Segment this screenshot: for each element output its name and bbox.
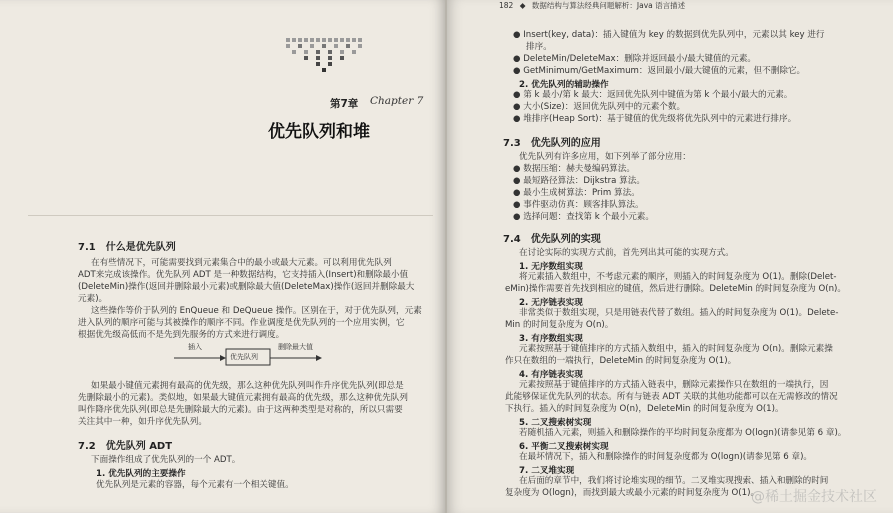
s72-sub1-text: 优先队列是元素的容器，每个元素有一个相关键值。 [96,480,294,490]
bullet-text: 数据压缩：赫夫曼编码算法。 [523,164,635,174]
diagram-insert-label: 插入 [188,343,202,351]
impl-heading: 2. 无序链表实现 [519,298,583,308]
impl-heading: 3. 有序数组实现 [519,334,583,344]
bullet-text: 最短路径算法：Dijkstra 算法。 [523,176,645,186]
s71-p2-line: 进入队列的顺序可能与其被操作的顺序不同。作业调度是优先队列的一个应用实例，它 [78,318,405,328]
bullet-text: 事件驱动仿真：顾客排队算法。 [523,200,644,210]
impl-text-line: 元素按照基于键值排序的方式插入数组中，插入的时间复杂度为 O(n)。删除元素操 [519,344,833,354]
bullet-text: 堆排序(Heap Sort)：基于键值的优先级将优先队列中的元素进行排序。 [523,114,797,124]
s71-p2-line: 根据优先级高低而不是先到先服务的方式来进行调度。 [78,330,285,340]
priority-queue-diagram [172,342,322,366]
s71-p2-line: 这些操作等价于队列的 EnQueue 和 DeQueue 操作。区别在于，对于优先队列，元素 [91,306,422,316]
impl-text-line: eMin)操作需要首先找到相应的键值，然后进行删除。DeleteMin 的时间复杂度为 O(n)。 [505,284,846,294]
s71-p3-line: 如果最小键值元素拥有最高的优先级，那么这种优先队列叫作升序优先队列(即总是 [91,381,404,391]
impl-text-line: Min 的时间复杂度为 O(n)。 [505,320,614,330]
chapter-title: 优先队列和堆 [268,122,370,142]
chapter-script-label: Chapter 7 [370,95,424,107]
s71-p1-line: (DeleteMin)操作(返回并删除最小元素)或删除最大值(DeleteMax)操作(返回并删除最大 [78,282,415,292]
impl-text-line: 若随机插入元素，则插入和删除操作的平均时间复杂度都为 O(logn)(请参见第 6 章)。 [519,428,847,438]
section-7-1-heading: 7.1 什么是优先队列 [78,242,176,253]
impl-text-line: 在最坏情况下，插入和删除操作的时间复杂度都为 O(logn)(请参见第 6 章)。 [519,452,813,462]
impl-text-line: 在后面的章节中，我们将讨论堆实现的细节。二叉堆实现搜索、插入和删除的时间 [519,476,829,486]
chapter-number: 第7章 [330,98,359,110]
impl-text-line: 非常类似于数组实现，只是用链表代替了数组。插入的时间复杂度为 O(1)。Delete- [519,308,839,318]
diagram-delete-label: 删除最大值 [278,343,313,351]
section-7-3-heading: 7.3 优先队列的应用 [503,138,601,149]
running-header [499,0,685,11]
s71-p3-line: 先删除最小的元素)。类似地，如果最大键值元素拥有最高的优先级，那么这种优先队列 [78,393,408,403]
right-page [447,0,893,513]
chapter-divider [28,215,433,216]
bullet-text: DeleteMin/DeleteMax：删除并返回最小/最大键值的元素。 [523,54,757,64]
bullet-item: ● DeleteMin/DeleteMax：删除并返回最小/最大键值的元素。 [513,54,757,64]
bullet-item: ● 数据压缩：赫夫曼编码算法。 [513,164,635,174]
left-page [0,0,446,513]
s71-p3-line: 叫作降序优先队列(即总是先删除最大的元素)。由于这两种类型是对称的，所以只需要 [78,405,403,415]
bullet-item: ● Insert(key, data)：插入键值为 key 的数据到优先队列中，元素以其 key 进行 [513,30,825,40]
bullet-item: ● 事件驱动仿真：顾客排队算法。 [513,200,644,210]
impl-heading: 6. 平衡二叉搜索树实现 [519,442,609,452]
section-7-4-heading: 7.4 优先队列的实现 [503,234,601,245]
impl-heading: 1. 无序数组实现 [519,262,583,272]
bullet-item: ● 选择问题：查找第 k 个最小元素。 [513,212,654,222]
s72-subheading: 1. 优先队列的主要操作 [96,469,186,479]
bullet-item: ● 堆排序(Heap Sort)：基于键值的优先级将优先队列中的元素进行排序。 [513,114,797,124]
page-number: 182 [499,1,514,10]
bullet-continuation: 排序。 [526,42,552,52]
s74-intro: 在讨论实际的实现方式前，首先列出其可能的实现方式。 [519,248,734,258]
bullet-text: 选择问题：查找第 k 个最小元素。 [523,212,654,222]
s71-p1-line: ADT来完成该操作。优先队列 ADT 是一种数据结构，它支持插入(Insert)和删除最小值 [78,270,409,280]
s71-p1-line: 元素)。 [78,294,108,304]
impl-text-line: 将元素插入数组中，不考虑元素的顺序，则插入的时间复杂度为 O(1)。删除(Delet- [519,272,837,282]
impl-text-line: 此能够保证优先队列的状态。所有与链表 ADT 关联的其他功能都可以在无需修改的情况 [505,392,838,402]
impl-heading: 7. 二叉堆实现 [519,466,575,476]
watermark: @稀土掘金技术社区 [751,489,877,505]
bullet-text: Insert(key, data)：插入键值为 key 的数据到优先队列中，元素以其 key 进行 [523,30,825,40]
impl-heading: 5. 二叉搜索树实现 [519,418,592,428]
bullet-item: ● 最小生成树算法：Prim 算法。 [513,188,640,198]
aux-ops-heading: 2. 优先队列的辅助操作 [519,80,609,90]
s71-p3-line: 关注其中一种，如升序优先队列。 [78,417,207,427]
bullet-item: ● 最短路径算法：Dijkstra 算法。 [513,176,645,186]
header-diamond-icon: ◆ [519,1,526,10]
diagram-box-label: 优先队列 [230,353,258,361]
s73-intro: 优先队列有许多应用，如下列举了部分应用： [519,152,691,162]
impl-text-line: 元素按照基于键值排序的方式插入链表中，删除元素操作只在数组的一端执行，因 [519,380,829,390]
impl-heading: 4. 有序链表实现 [519,370,583,380]
impl-text-line: 作只在数组的一端执行，DeleteMin 的时间复杂度为 O(1)。 [505,356,737,366]
header-title: 数据结构与算法经典问题解析：Java 语言描述 [531,1,686,10]
impl-text-line: 复杂度为 O(logn)，而找到最大或最小元素的时间复杂度为 O(1)。 [505,488,760,498]
section-7-2-heading: 7.2 优先队列 ADT [78,441,173,452]
bullet-text: 大小(Size)：返回优先队列中的元素个数。 [523,102,686,112]
bullet-text: GetMinimum/GetMaximum：返回最小/最大键值的元素，但不删除它。 [523,66,806,76]
bullet-item: ● 第 k 最小/第 k 最大：返回优先队列中键值为第 k 个最小/最大的元素。 [513,90,793,100]
bullet-text: 最小生成树算法：Prim 算法。 [523,188,640,198]
bullet-item: ● GetMinimum/GetMaximum：返回最小/最大键值的元素，但不删除它。 [513,66,806,76]
s71-p1-line: 在有些情况下，可能需要找到元素集合中的最小或最大元素。可以利用优先队列 [91,258,392,268]
s72-intro: 下面操作组成了优先队列的一个 ADT。 [91,455,241,465]
bullet-item: ● 大小(Size)：返回优先队列中的元素个数。 [513,102,686,112]
bullet-text: 第 k 最小/第 k 最大：返回优先队列中键值为第 k 个最小/最大的元素。 [523,90,793,100]
impl-text-line: 下执行。插入的时间复杂度为 O(n)，DeleteMin 的时间复杂度为 O(1)。 [505,404,784,414]
